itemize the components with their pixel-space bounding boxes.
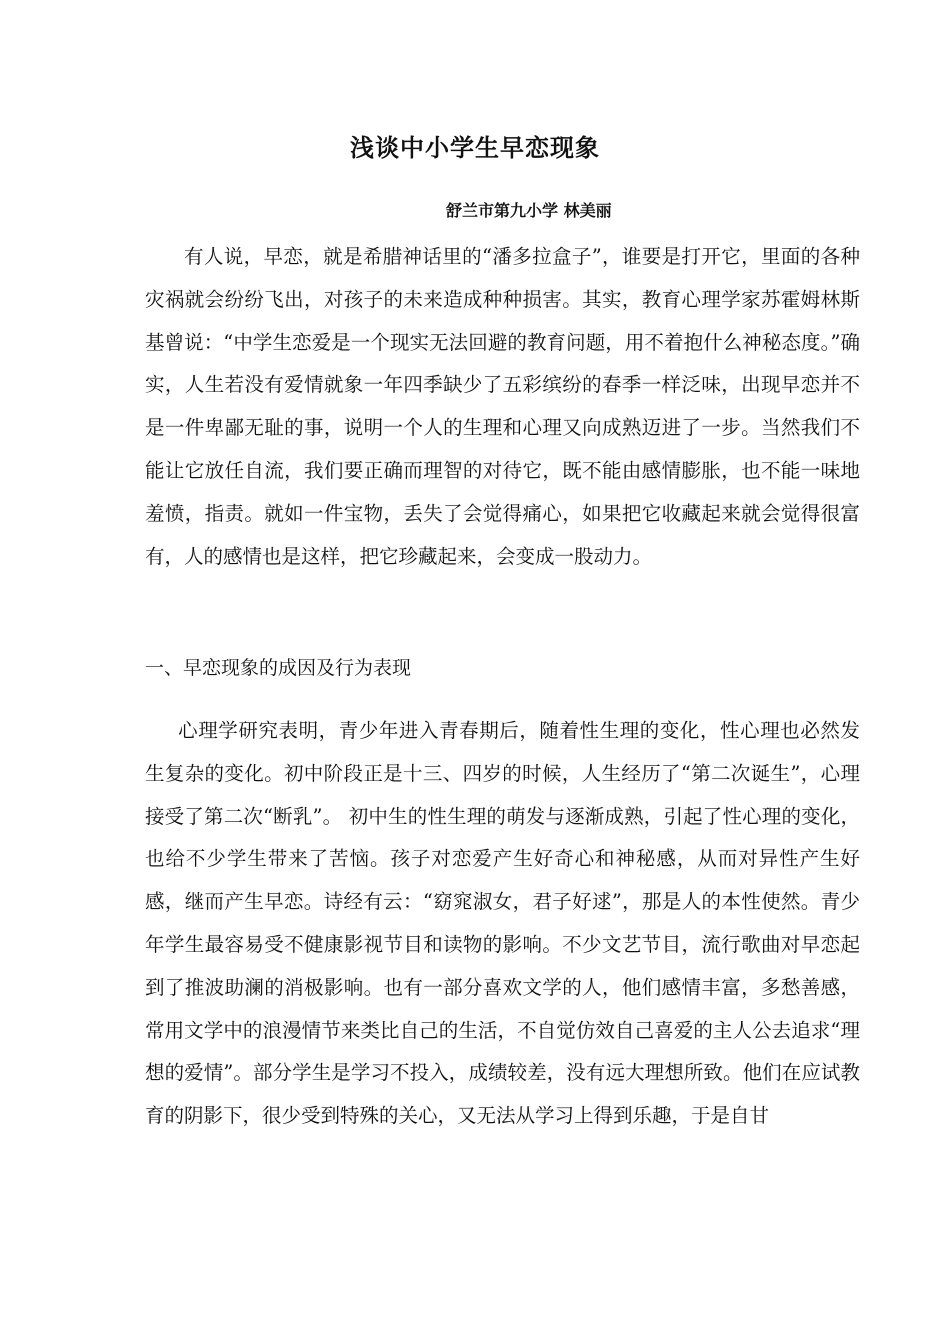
author-line: 舒兰市第九小学 林美丽 xyxy=(446,201,612,220)
paragraph-intro: 有人说，早恋，就是希腊神话里的“潘多拉盒子”，谁要是打开它，里面的各种灾祸就会纷纷飞出，对孩子的未来造成种种损害。其实，教育心理学家苏霍姆林斯基曾说：“中学生恋爱是一个现实无法回避的教育问题，用不着抱什么神秘态度。”确实，人生若没有爱情就象一年四季缺少了五彩缤纷的春季一样泛味，出现早恋并不是一件卑鄙无耻的事，说明一个人的生理和心理又向成熟迈进了一步。当然我们不能让它放任自流，我们要正确而理智的对待它，既不能由感情膨胀，也不能一味地羞愤，指责。就如一件宝物，丢失了会觉得痛心，如果把它收藏起来就会觉得很富有，人的感情也是这样，把它珍藏起来，会变成一股动力。 xyxy=(145,245,860,568)
paragraph-causes: 心理学研究表明，青少年进入青春期后，随着性生理的变化，性心理也必然发生复杂的变化。初中阶段正是十三、四岁的时候，人生经历了“第二次诞生”，心理接受了第二次“断乳”。 初中生的性生理的萌发与逐渐成熟，引起了性心理的变化，也给不少学生带来了苦恼。孩子对恋爱产生好奇心和神秘感，从而对异性产生好感，继而产生早恋。诗经有云：“窈窕淑女，君子好逑”，那是人的本性使然。青少年学生最容易受不健康影视节目和读物的影响。不少文艺节目，流行歌曲对早恋起到了推波助澜的消极影响。也有一部分喜欢文学的人，他们感情丰富，多愁善感，常用文学中的浪漫情节来类比自己的生活，不自觉仿效自己喜爱的主人公去追求“理想的爱情”。部分学生是学习不投入，成绩较差，没有远大理想所致。他们在应试教育的阴影下，很少受到特殊的关心，又无法从学习上得到乐趣，于是自甘 xyxy=(145,719,860,1128)
section-heading: 一、早恋现象的成因及行为表现 xyxy=(145,657,412,679)
document-title: 浅谈中小学生早恋现象 xyxy=(350,134,600,162)
